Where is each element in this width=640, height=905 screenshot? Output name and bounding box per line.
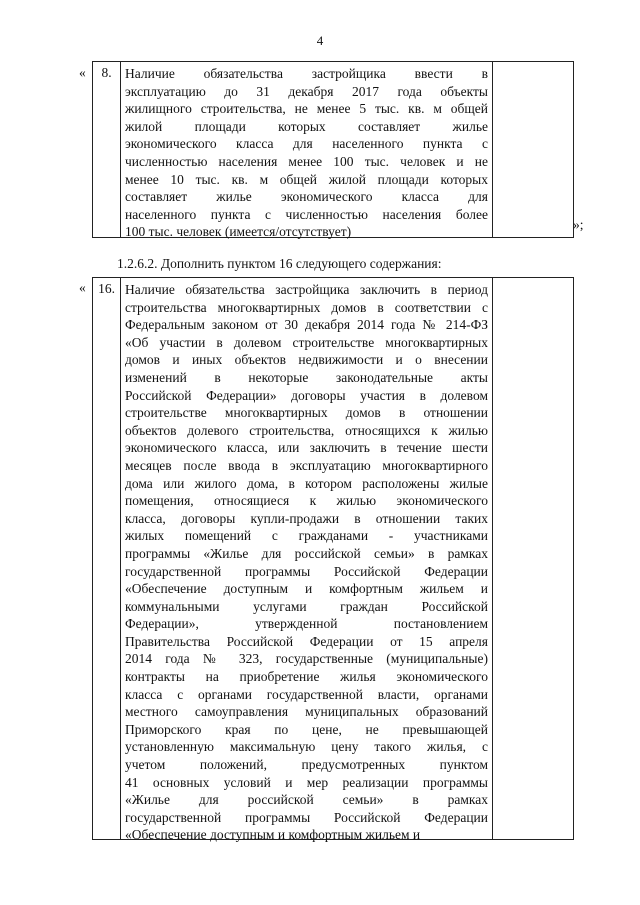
text-line: 100 тыс. человек (имеется/отсутствует) [125,224,352,240]
text-line: жилищного строительства, не менее 5 тыс. кв. м общей [125,101,488,117]
text-line: Приморского края по цене, не превышающей [125,721,488,737]
text-line: коммунальными услугами граждан Российской [125,598,488,614]
page-number: 4 [316,33,324,48]
empty-cell [493,278,574,840]
text-line: контракты на приобретение жилья экономического [125,669,488,685]
empty-cell [493,62,574,238]
text-line: класса, договоры купли-продажи в отношении таких [125,510,488,526]
text-line: «Жилье для российской семьи» в рамках [125,792,488,808]
text-line: жилых помещений с гражданами - участниками [125,528,488,544]
text-line: Российской Федерации» договоры участия в долевом [125,387,488,403]
text-line: государственной программы Российской Федерации [125,563,488,579]
text-line: составляет жилье экономического класса для [125,189,488,205]
text-line: Правительства Российской Федерации от 15 апреля [125,633,488,649]
closing-quote: »; [573,217,584,232]
text-line: «Об участии в долевом строительстве многоквартирных [125,334,488,350]
table-row-8 [92,61,574,238]
text-line: месяцев после ввода в эксплуатацию многоквартирного [125,457,488,473]
text-line: изменений в некоторые законодательные акты [125,369,488,385]
text-line: жилой площади которых составляет жилье [125,118,488,134]
text-line: «Обеспечение доступным и комфортным жильем и [125,827,421,843]
text-line: экономического класса для населенного пункта с [125,136,488,152]
row-text-cell [121,62,493,238]
text-line: строительстве многоквартирных домов в отношении [125,405,488,421]
opening-quote: « [79,65,86,80]
text-line: 41 основных условий и мер реализации программы [125,774,488,790]
text-line: дома или жилого дома, в котором расположены жилые [125,475,488,491]
text-line: объектов долевого строительства, относящихся к жилью [125,422,488,438]
text-line: строительства многоквартирных домов в соответствии с [125,299,488,315]
text-line: помещения, относящиеся к жилью экономического [125,493,488,509]
text-line: домов и иных объектов недвижимости и о внесении [125,352,488,368]
text-line: класса с органами государственной власти, органами [125,686,488,702]
row-number-cell: 8. [93,62,121,238]
text-line: установленную максимальную цену такого жилья, с [125,739,488,755]
row-text-cell [121,278,493,843]
table-row-16 [92,277,574,843]
amendment-intro: 1.2.6.2. Дополнить пунктом 16 следующего содержания: [117,256,442,271]
text-line: местного самоуправления муниципальных образований [125,704,488,720]
text-line: эксплуатацию до 31 декабря 2017 года объекты [125,83,488,99]
text-line: Наличие обязательства застройщика заключить в период [125,282,488,297]
text-line: менее 10 тыс. кв. м общей жилой площади которых [125,171,488,187]
text-line: экономического класса, или заключить в течение шести [125,440,488,456]
text-line: государственной программы Российской Федерации [125,809,488,825]
text-line: Федерации», утвержденной постановлением [125,616,488,632]
text-line: «Обеспечение доступным и комфортным жильем и [125,581,488,597]
text-line: учетом положений, предусмотренных пунктом [125,757,488,773]
text-line: численностью населения менее 100 тыс. человек и не [125,153,488,169]
text-line: населенного пункта с численностью населения более [125,206,488,222]
text-line: Федеральным законом от 30 декабря 2014 года № 214-ФЗ [125,317,488,333]
opening-quote: « [79,280,86,295]
text-line: программы «Жилье для российской семьи» в рамках [125,545,488,561]
row-number-cell: 16. [93,278,121,840]
text-line: Наличие обязательства застройщика ввести в [125,66,488,81]
text-line: 2014 года № 323, государственные (муниципальные) [125,651,488,667]
